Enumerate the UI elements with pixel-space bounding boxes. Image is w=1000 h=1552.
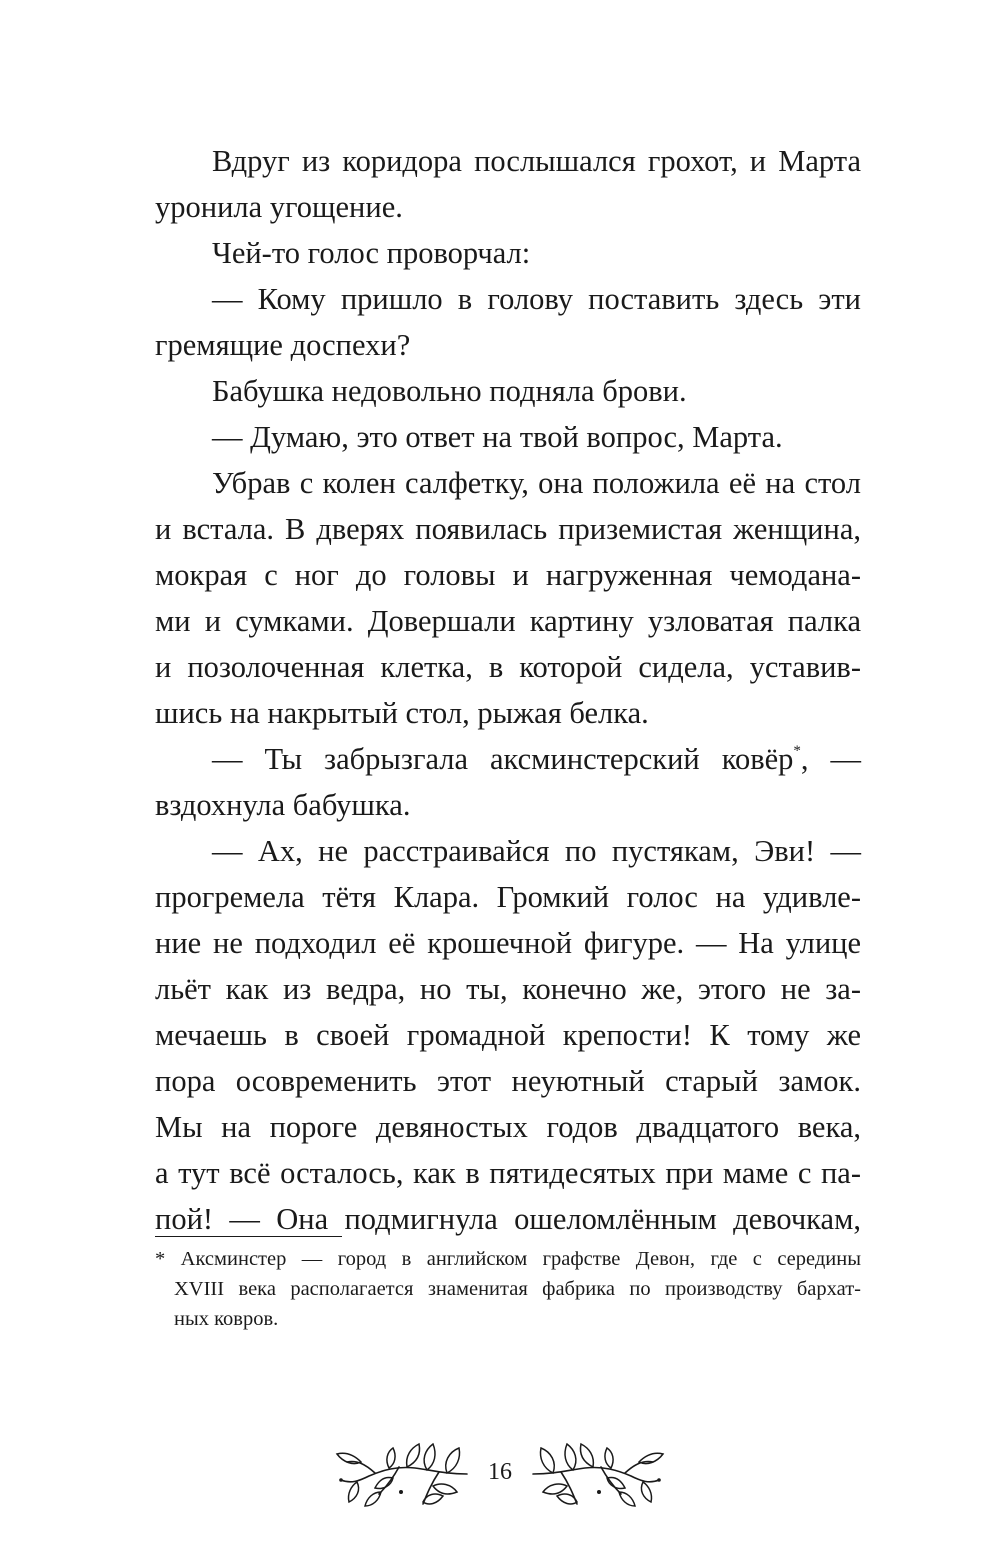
body-line: пора осовременить этот неуютный старый замок.	[155, 1064, 861, 1098]
body-line: — Кому пришло в голову поставить здесь эти	[212, 282, 861, 316]
body-line: Бабушка недовольно подняла брови.	[212, 374, 687, 408]
body-line: пой! — Она подмигнула ошеломлённым девочкам,	[155, 1202, 861, 1236]
body-line: и встала. В дверях появилась приземистая женщина,	[155, 512, 861, 546]
body-line: гремящие доспехи?	[155, 328, 411, 362]
footnote-line-text: — Ты забрызгала аксминстерский ковёр	[212, 742, 794, 776]
body-line-with-footnote-ref	[212, 736, 861, 782]
body-line: — Думаю, это ответ на твой вопрос, Марта.	[212, 420, 783, 454]
body-line: и позолоченная клетка, в которой сидела, уставив-	[155, 650, 861, 684]
body-line: вздохнула бабушка.	[155, 788, 411, 822]
body-line: а тут всё осталось, как в пятидесятых при маме с па-	[155, 1156, 861, 1190]
body-line: Убрав с колен салфетку, она положила её на стол	[212, 466, 861, 500]
leaf-vine-ornament-icon	[335, 1440, 470, 1512]
body-line: мокрая с ног до головы и нагруженная чемодана-	[155, 558, 861, 592]
body-line: — Ах, не расстраивайся по пустякам, Эви! —	[212, 834, 861, 868]
body-line: Вдруг из коридора послышался грохот, и Марта	[212, 144, 861, 178]
body-line: Мы на пороге девяностых годов двадцатого века,	[155, 1110, 861, 1144]
body-line: льёт как из ведра, но ты, конечно же, этого не за-	[155, 972, 861, 1006]
body-line: Чей-то голос проворчал:	[212, 236, 531, 270]
body-line: прогремела тётя Клара. Громкий голос на удивле-	[155, 880, 861, 914]
page-number: 16	[488, 1459, 512, 1485]
body-line: уронила угощение.	[155, 190, 403, 224]
body-line: ми и сумками. Довершали картину узловатая палка	[155, 604, 861, 638]
footnote-line: * Аксминстер — город в английском графстве Девон, где с середины	[155, 1248, 861, 1270]
footnote-separator	[155, 1236, 342, 1237]
body-line: шись на накрытый стол, рыжая белка.	[155, 696, 649, 730]
footnote-line-tail: , —	[800, 742, 862, 776]
body-line: ние не подходил её крошечной фигуре. — На улице	[155, 926, 861, 960]
footnote-line: ных ковров.	[174, 1308, 279, 1330]
page-footer	[0, 1440, 1000, 1540]
footnote-line: XVIII века располагается знаменитая фабрика по производству бархат-	[174, 1278, 861, 1300]
footnote-marker[interactable]: *	[793, 743, 801, 759]
leaf-vine-ornament-icon	[530, 1440, 665, 1512]
body-line: мечаешь в своей громадной крепости! К тому же	[155, 1018, 861, 1052]
